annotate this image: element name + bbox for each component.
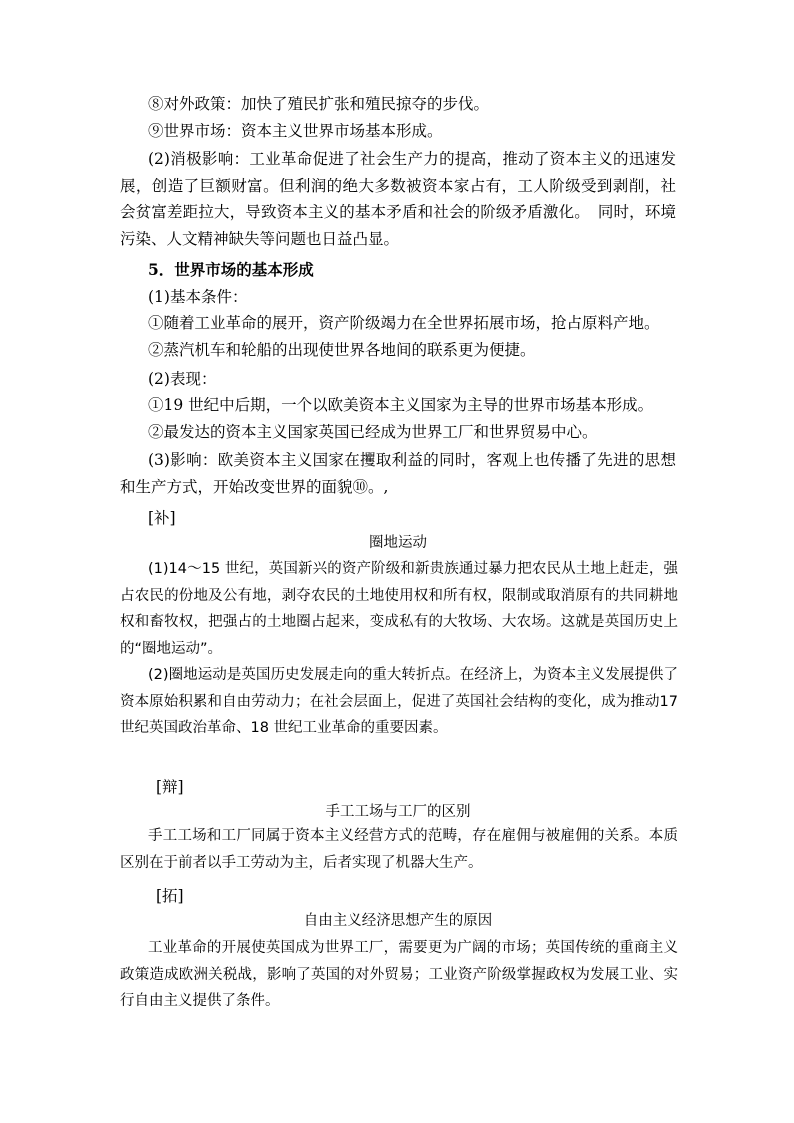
extend-body <box>120 935 678 1015</box>
extend-title: 自由主义经济思想产生的原因 <box>303 913 493 929</box>
world-market-item: ⑨世界市场：资本主义世界市场基本形成。 <box>148 122 443 140</box>
condition-2: ②蒸汽机车和轮船的出现使世界各地间的联系更为便捷。 <box>148 341 536 359</box>
condition-1: ①随着工业革命的展开，资产阶级竭力在全世界拓展市场，抢占原料产地。 <box>148 314 660 332</box>
supplement-body <box>120 556 678 742</box>
manifest-1: ①19 世纪中后期，一个以欧美资本主义国家为主导的世界市场基本形成。 <box>148 396 654 414</box>
foreign-policy-item: ⑧对外政策：加快了殖民扩张和殖民掠夺的步伐。 <box>148 95 490 113</box>
negative-impact-paragraph: (2)消极影响：工业革命促进了社会生产力的提高，推动了资本主义的迅速发展，创造了巨额财富。但利润的绝大多数被资本家占有，工人阶级受到剥削，社会贫富差距拉大，导致资本主义的基本矛盾和社会的阶级矛盾激化。 同时，环境污染、人文精神缺失等问题也日益凸显。 <box>120 150 676 248</box>
supplement-tag: [补] <box>148 509 176 527</box>
distinguish-body <box>120 823 678 876</box>
manifest-label: (2)表现： <box>148 370 217 388</box>
extend-tag: [拓] <box>156 887 184 905</box>
supplement-paragraph-2: (2)圈地运动是英国历史发展走向的重大转折点。在经济上，为资本主义发展提供了资本原始积累和自由劳动力；在社会层面上，促进了英国社会结构的变化，成为推动17 世纪英国政治革命、18 世纪工业革命的重要因素。 <box>120 667 678 736</box>
basic-conditions-label: (1)基本条件： <box>148 288 248 306</box>
distinguish-title: 手工工场与工厂的区别 <box>325 804 471 820</box>
section5-title: 5．世界市场的基本形成 <box>148 260 314 279</box>
distinguish-paragraph: 手工工场和工厂同属于资本主义经营方式的范畴，存在雇佣与被雇佣的关系。本质区别在于前者以手工劳动为主，后者实现了机器大生产。 <box>120 828 678 871</box>
supplement-paragraph-1: (1)14～15 世纪，英国新兴的资产阶级和新贵族通过暴力把农民从土地上赶走，强占农民的份地及公有地，剥夺农民的土地使用权和所有权，限制或取消原有的共同耕地权和畜牧权，把强占的土地圈占起来，变成私有的大牧场、大农场。这就是英国历史上的“圈地运动”。 <box>120 561 678 657</box>
distinguish-tag: [辩] <box>156 778 184 796</box>
influence-paragraph: (3)影响：欧美资本主义国家在攫取利益的同时，客观上也传播了先进的思想和生产方式，开始改变世界的面貌⑩。, <box>120 451 676 496</box>
supplement-title: 圈地运动 <box>369 535 427 551</box>
manifest-2: ②最发达的资本主义国家英国已经成为世界工厂和世界贸易中心。 <box>148 423 598 441</box>
extend-paragraph: 工业革命的开展使英国成为世界工厂，需要更为广阔的市场；英国传统的重商主义政策造成欧洲关税战，影响了英国的对外贸易；工业资产阶级掌握政权为发展工业、实行自由主义提供了条件。 <box>120 940 678 1009</box>
